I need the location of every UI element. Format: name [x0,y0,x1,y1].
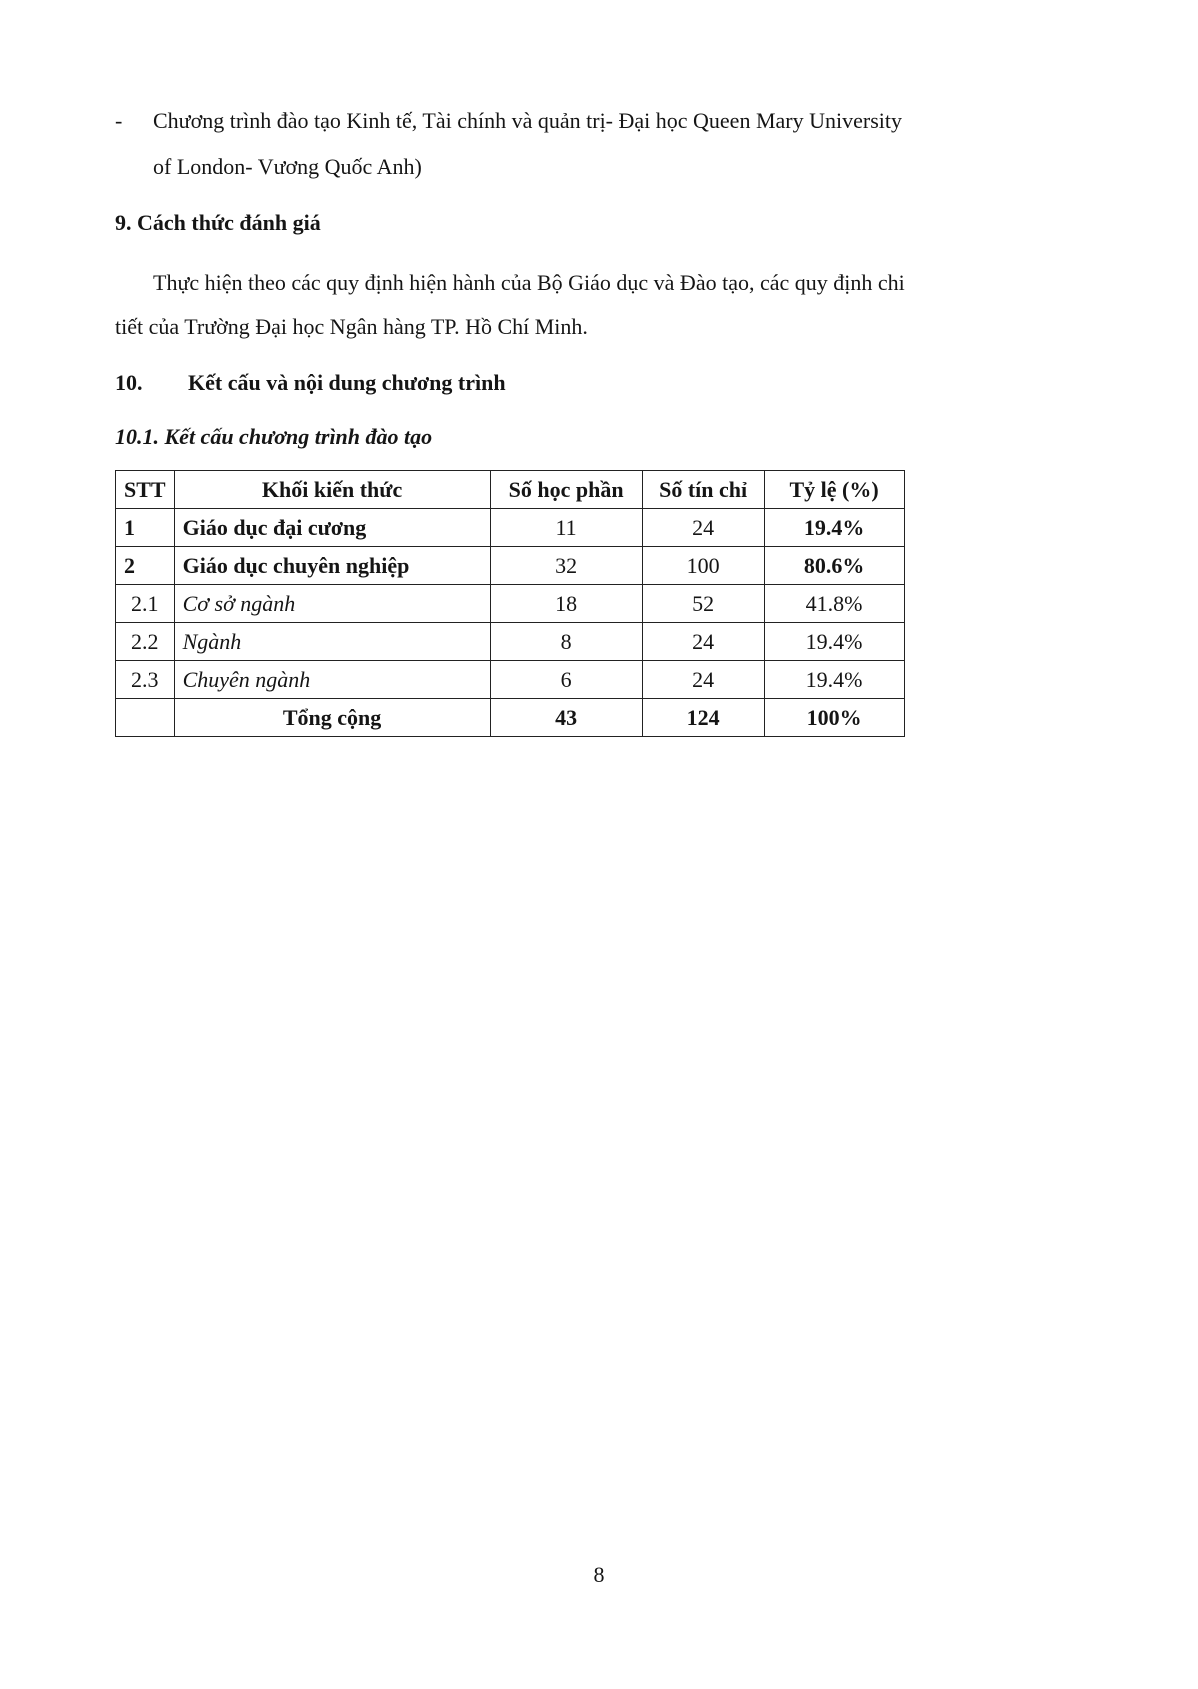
cell-tin-chi: 24 [642,623,764,661]
cell-tin-chi: 100 [642,547,764,585]
table-row [116,661,905,699]
cell-total-ty-le: 100% [764,699,904,737]
program-structure-table [115,470,905,737]
cell-total-label: Tổng cộng [174,699,490,737]
cell-khoi: Giáo dục chuyên nghiệp [174,547,490,585]
cell-stt-empty [116,699,175,737]
header-khoi-kien-thuc: Khối kiến thức [174,471,490,509]
cell-ty-le: 19.4% [764,509,904,547]
cell-tin-chi: 52 [642,585,764,623]
bullet-dash: - [115,108,123,133]
table-header-row [116,471,905,509]
header-stt: STT [116,471,175,509]
header-so-tin-chi: Số tín chỉ [642,471,764,509]
cell-stt: 2.1 [116,585,175,623]
cell-hoc-phan: 11 [490,509,642,547]
section-10-heading: Kết cấu và nội dung chương trình [188,370,506,395]
cell-ty-le: 41.8% [764,585,904,623]
section-9-paragraph-line1: Thực hiện theo các quy định hiện hành của Bộ Giáo dục và Đào tạo, các quy định chi [153,270,905,295]
cell-hoc-phan: 18 [490,585,642,623]
cell-khoi: Cơ sở ngành [174,585,490,623]
cell-total-tin-chi: 124 [642,699,764,737]
cell-stt: 2.2 [116,623,175,661]
cell-hoc-phan: 32 [490,547,642,585]
table-row [116,623,905,661]
cell-stt: 2.3 [116,661,175,699]
cell-khoi: Chuyên ngành [174,661,490,699]
section-10-number: 10. [115,370,143,395]
bullet-text-line1: Chương trình đào tạo Kinh tế, Tài chính và quản trị- Đại học Queen Mary University [153,108,902,133]
header-so-hoc-phan: Số học phần [490,471,642,509]
cell-ty-le: 19.4% [764,661,904,699]
cell-hoc-phan: 8 [490,623,642,661]
header-ty-le: Tỷ lệ (%) [764,471,904,509]
section-9-paragraph-line2: tiết của Trường Đại học Ngân hàng TP. Hồ Chí Minh. [115,314,588,339]
cell-stt: 1 [116,509,175,547]
bullet-text-line2: of London- Vương Quốc Anh) [153,154,422,179]
table-row [116,585,905,623]
section-10-1-heading: 10.1. Kết cấu chương trình đào tạo [115,424,433,449]
cell-total-hoc-phan: 43 [490,699,642,737]
table-total-row [116,699,905,737]
cell-stt: 2 [116,547,175,585]
cell-khoi: Ngành [174,623,490,661]
cell-tin-chi: 24 [642,509,764,547]
cell-hoc-phan: 6 [490,661,642,699]
cell-ty-le: 19.4% [764,623,904,661]
section-9-heading: 9. Cách thức đánh giá [115,210,321,235]
cell-khoi: Giáo dục đại cương [174,509,490,547]
cell-tin-chi: 24 [642,661,764,699]
page-number: 8 [593,1562,605,1587]
table-row [116,547,905,585]
cell-ty-le: 80.6% [764,547,904,585]
table-row [116,509,905,547]
